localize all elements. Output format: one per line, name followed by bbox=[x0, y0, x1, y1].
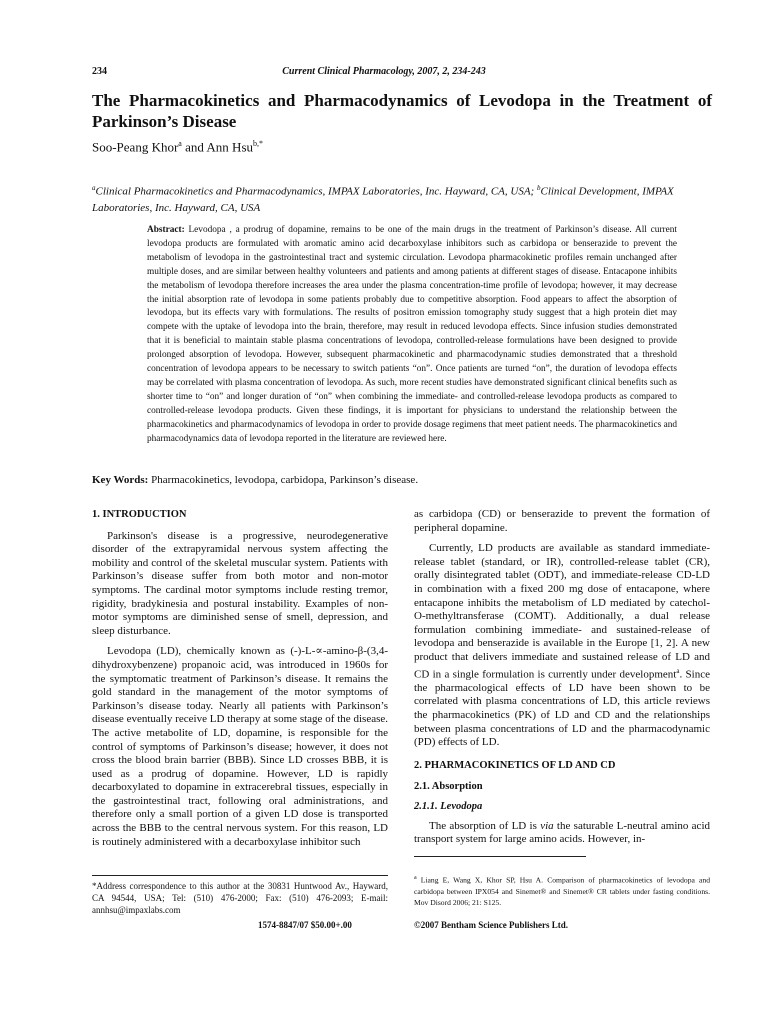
affiliation-marker: b,* bbox=[253, 139, 264, 148]
author-separator: and bbox=[181, 139, 207, 155]
footnote-marker: a bbox=[414, 875, 417, 881]
author-name: Ann Hsu bbox=[206, 139, 254, 155]
page-number: 234 bbox=[92, 66, 107, 77]
section-heading: 1. INTRODUCTION bbox=[92, 509, 187, 520]
keywords-label: Key Words: bbox=[92, 474, 149, 486]
footnote-divider bbox=[92, 875, 388, 876]
body-paragraph: Parkinson's disease is a progressive, neurodegenerative disorder of the extrapyramidal nervous system affecting the mobility and control of the skeletal muscular system. Patients with Parkinson’s disease suffer from both motor and non-motor symptoms. The cardinal motor symptoms include resting tremor, rigidity, bradykinesia and postural instability. Examples of non-motor symptoms are diminished sense of smell, depression, and sleep disturbance. bbox=[92, 529, 388, 637]
copyright-line: ©2007 Bentham Science Publishers Ltd. bbox=[414, 920, 568, 930]
footnote-text: Liang E, Wang X, Khor SP, Hsu A. Comparison of pharmacokinetics of levodopa and carbidopa between IPX054 and Sinemet® and Sinemet® CR tablets under fasting conditions. Mov Disord 2006; 21: S125. bbox=[414, 875, 710, 907]
keywords bbox=[92, 474, 418, 486]
issn-line: 1574-8847/07 $50.00+.00 bbox=[258, 920, 352, 930]
footnote-divider bbox=[414, 856, 586, 857]
paragraph-text: Currently, LD products are available as standard immediate-release tablet (standard, or IR), controlled-release tablet (CR), orally disintegrated tablet (ODT), and immediate-release CD-LD in combination with a fixed 200 mg dose of entacapone, where entacapone inhibits the metabolism of LD mediated by catechol-O-methyltransferase (COMT). Additionally, a dual release formulation combining immediate- and sustained-release of levodopa and benserazide is available in the Europe [1, 2]. A new product that delivers immediate and sustained release of LD and CD in a single formulation is currently under development bbox=[414, 542, 710, 681]
abstract-label: Abstract: bbox=[147, 225, 185, 235]
abstract-text: Levodopa , a prodrug of dopamine, remains to be one of the main drugs in the treatment of Parkinson’s disease. All current levodopa products are formulated with aromatic amino acid decarboxylase inhibitors such as carbidopa or benserazide to prevent the metabolism of levodopa in the gastrointestinal tract and systemic circulation. Levodopa pharmacokinetic profiles remain unchanged after multiple doses, and are similar between healthy volunteers and patients and among patients at different stages of disease. Entacapone inhibits the metabolism of levodopa therefore increases the area under the plasma concentration-time profile of levodopa; however, it may decrease the initial absorption rate of levodopa in some patients probably due to competitive absorption. Food appears to affect the absorption of levodopa, but its effects vary with formulations. The results of positron emission tomography study suggest that a high protein diet may compete with the uptake of levodopa into the brain, therefore, may result in reduced levodopa effects. Since infusion studies demonstrated that it is beneficial to maintain stable plasma concentrations of levodopa, controlled-release formulations have been designed to provide prolonged absorption of levodopa. However, subsequent pharmacokinetic and pharmacodynamic studies demonstrated that a threshold concentration of levodopa appears to be necessary to switch patients “on”. Once patients are turned “on”, the duration of levodopa effects may be correlated with plasma concentration of levodopa. As such, more recent studies have demonstrated significant clinical benefits such as shorter time to “on” and longer duration of “on” when combining the immediate- and controlled-release levodopa products as compared to controlled-release levodopa products. Given these findings, it is important for physicians to understand the relationship between the pharmacokinetics and pharmacodynamics of levodopa in order to provide dosage regimens that meet patient needs. The pharmacokinetics and pharmacodynamics data of levodopa reported in the literature are reviewed here. bbox=[147, 225, 677, 444]
paragraph-text: . Since the pharmacological effects of LD have been shown to be correlated with plasma concentrations of LD, this article reviews the pharmacokinetics (PK) of LD and CD and the relationships between plasma concentrations of LD and the pharmacodynamic (PD) effects of LD. bbox=[414, 668, 710, 749]
subsection-heading: 2.1. Absorption bbox=[414, 781, 483, 793]
paragraph-text: the saturable L-neutral amino acid transport system for large amino acids. However, in- bbox=[414, 819, 710, 846]
affiliation-marker: a bbox=[178, 139, 182, 148]
author-name: Soo-Peang Khor bbox=[92, 139, 179, 155]
section-heading: 2. PHARMACOKINETICS OF LD AND CD bbox=[414, 759, 616, 771]
correspondence-note: *Address correspondence to this author at the 30831 Huntwood Av., Hayward, CA 94544, USA; Tel: (510) 476-2000; Fax: (510) 476-2093; E-mail: annhsu@impaxlabs.com bbox=[92, 881, 388, 915]
affiliations bbox=[92, 180, 710, 216]
article-title: The Pharmacokinetics and Pharmacodynamics of Levodopa in the Treatment of Parkinson’s Disease bbox=[92, 91, 712, 131]
body-paragraph: as carbidopa (CD) or benserazide to prevent the formation of peripheral dopamine. bbox=[414, 508, 710, 534]
footnote-marker: a bbox=[676, 666, 680, 675]
right-column bbox=[414, 508, 710, 847]
body-paragraph bbox=[414, 820, 710, 847]
affiliation-text: Clinical Development, IMPAX Laboratories, Inc. Hayward, CA, USA bbox=[92, 185, 674, 214]
keywords-text: Pharmacokinetics, levodopa, carbidopa, Parkinson’s disease. bbox=[148, 474, 419, 486]
italic-word: via bbox=[540, 819, 554, 832]
affiliation-marker: b bbox=[536, 184, 541, 192]
author-list bbox=[92, 139, 263, 155]
body-paragraph: Levodopa (LD), chemically known as (-)-L-∝-amino-β-(3,4-dihydroxybenzene) propanoic acid, was introduced in 1960s for the symptomatic treatment of Parkinson’s disease. It remains the gold standard in the management of the motor symptoms of Parkinson’s disease today. Nearly all patients with Parkinson’s disease eventually receive LD therapy at some stage of the disease. The active metabolite of LD, dopamine, is responsible for the control of symptoms of Parkinson’s disease; however, it does not cross the blood brain barrier (BBB). Since LD crosses BBB, it is used as a prodrug of dopamine. However, LD is rapidly decarboxylated to dopamine in extracerebral tissues, especially in the gastrointestinal tract, following oral administrations, and therefore only a small portion of a given LD dose is transported across the BBB to the central nervous system. For this reason, LD is routinely administered with a decarboxylase inhibitor such bbox=[92, 645, 388, 848]
abstract bbox=[147, 224, 677, 447]
affiliation-marker: a bbox=[92, 184, 96, 192]
journal-header: Current Clinical Pharmacology, 2007, 2, 234-243 bbox=[282, 66, 486, 77]
body-paragraph bbox=[414, 542, 710, 750]
left-column bbox=[92, 508, 388, 849]
footnote bbox=[414, 873, 710, 908]
subsubsection-heading: 2.1.1. Levodopa bbox=[414, 800, 483, 812]
affiliation-text: Clinical Pharmacokinetics and Pharmacodynamics, IMPAX Laboratories, Inc. Hayward, CA, USA; bbox=[95, 185, 537, 198]
paragraph-text: The absorption of LD is bbox=[429, 819, 541, 832]
